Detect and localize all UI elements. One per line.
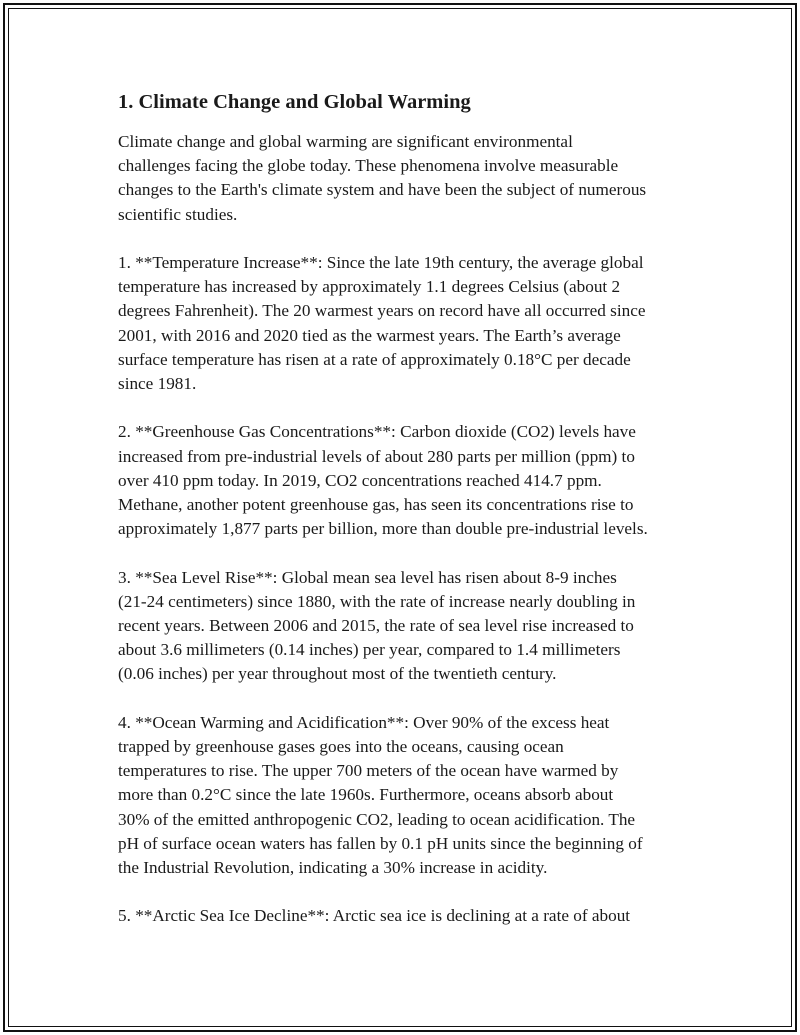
- text-line: temperature has increased by approximately 1.1 degrees Celsius (about 2: [118, 277, 621, 297]
- text-line: 4. **Ocean Warming and Acidification**: Over 90% of the excess heat: [118, 712, 610, 732]
- arctic-sea-ice-paragraph: [118, 904, 690, 928]
- text-line: recent years. Between 2006 and 2015, the rate of sea level rise increased to: [118, 616, 634, 636]
- text-line: trapped by greenhouse gases goes into the oceans, causing ocean: [118, 737, 564, 757]
- text-line: challenges facing the globe today. These phenomena involve measurable: [118, 156, 619, 176]
- text-line: increased from pre-industrial levels of about 280 parts per million (ppm) to: [118, 446, 635, 466]
- text-line: 2001, with 2016 and 2020 tied as the warmest years. The Earth’s average: [118, 325, 621, 345]
- text-line: over 410 ppm today. In 2019, CO2 concentrations reached 414.7 ppm.: [118, 470, 602, 490]
- text-line: more than 0.2°C since the late 1960s. Furthermore, oceans absorb about: [118, 785, 614, 805]
- section-heading: 1. Climate Change and Global Warming: [118, 91, 471, 113]
- text-line: changes to the Earth's climate system and have been the subject of numerous: [118, 180, 647, 200]
- intro-paragraph: [118, 130, 690, 227]
- text-line: 5. **Arctic Sea Ice Decline**: Arctic sea ice is declining at a rate of about: [118, 906, 631, 926]
- ocean-warming-paragraph: [118, 711, 690, 880]
- text-line: pH of surface ocean waters has fallen by 0.1 pH units since the beginning of: [118, 833, 643, 853]
- text-line: (21-24 centimeters) since 1880, with the rate of increase nearly doubling in: [118, 591, 636, 611]
- document-body: [118, 88, 690, 953]
- temperature-increase-paragraph: [118, 251, 690, 396]
- text-line: 1. **Temperature Increase**: Since the late 19th century, the average global: [118, 253, 644, 272]
- text-line: about 3.6 millimeters (0.14 inches) per year, compared to 1.4 millimeters: [118, 640, 621, 660]
- text-line: the Industrial Revolution, indicating a 30% increase in acidity.: [118, 858, 548, 878]
- text-line: Methane, another potent greenhouse gas, has seen its concentrations rise to: [118, 495, 634, 515]
- text-line: Climate change and global warming are significant environmental: [118, 132, 573, 151]
- text-line: 30% of the emitted anthropogenic CO2, leading to ocean acidification. The: [118, 809, 636, 829]
- text-line: since 1981.: [118, 374, 197, 394]
- text-line: degrees Fahrenheit). The 20 warmest years on record have all occurred since: [118, 301, 646, 321]
- text-line: approximately 1,877 parts per billion, more than double pre-industrial levels.: [118, 519, 648, 539]
- text-line: surface temperature has risen at a rate of approximately 0.18°C per decade: [118, 349, 631, 369]
- greenhouse-gas-paragraph: [118, 420, 690, 541]
- text-line: temperatures to rise. The upper 700 meters of the ocean have warmed by: [118, 761, 619, 781]
- text-line: scientific studies.: [118, 204, 238, 224]
- text-line: 2. **Greenhouse Gas Concentrations**: Carbon dioxide (CO2) levels have: [118, 422, 636, 442]
- text-line: 3. **Sea Level Rise**: Global mean sea level has risen about 8-9 inches: [118, 567, 617, 587]
- sea-level-rise-paragraph: [118, 566, 690, 687]
- text-line: (0.06 inches) per year throughout most of the twentieth century.: [118, 664, 557, 684]
